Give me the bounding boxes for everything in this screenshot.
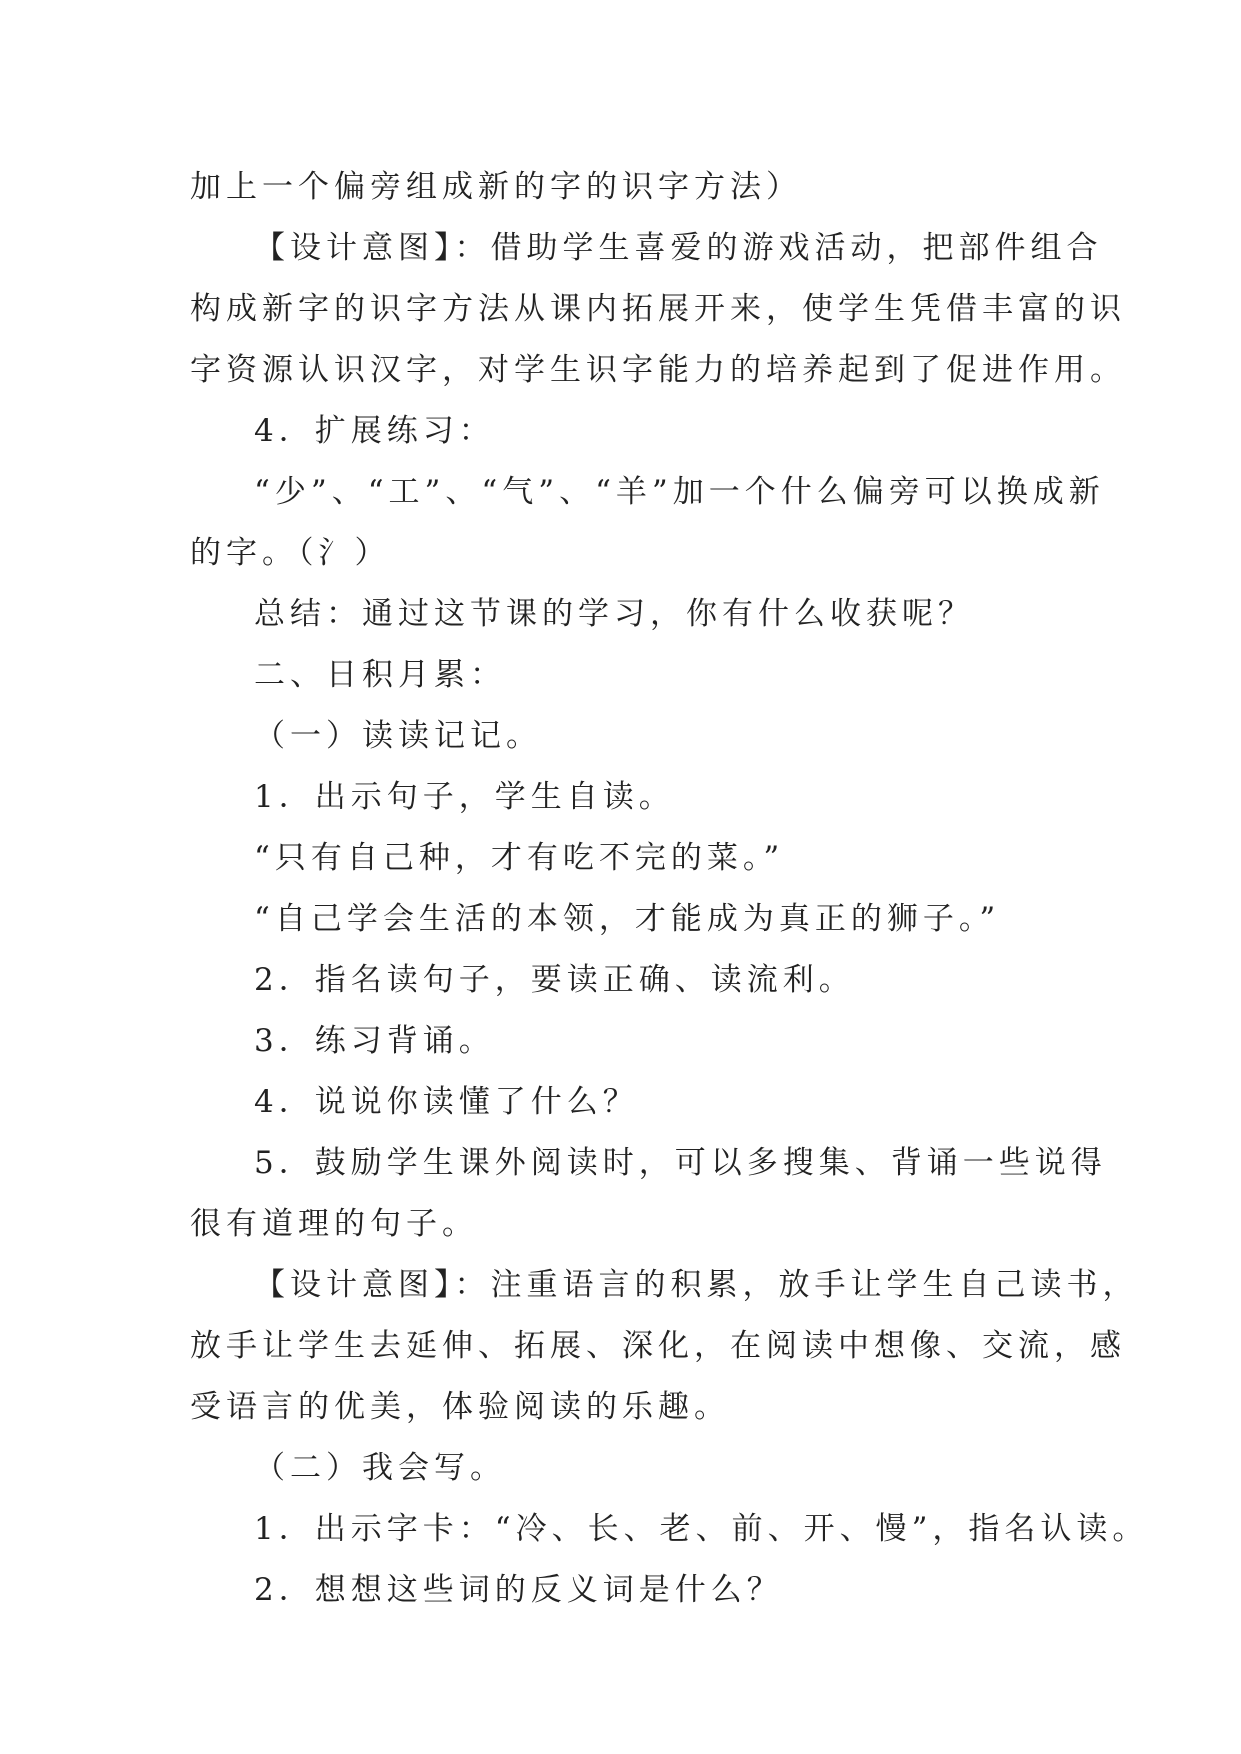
document-body (190, 157, 1149, 1621)
text-line-3: 构成新字的识字方法从课内拓展开来，使学生凭借丰富的识 (190, 291, 1126, 327)
text-line-21: 受语言的优美，体验阅读的乐趣。 (190, 1389, 730, 1425)
text-line-9: 二、日积月累： (254, 657, 506, 693)
text-line-11: 1．出示句子，学生自读。 (254, 779, 675, 815)
text-line-20: 放手让学生去延伸、拓展、深化，在阅读中想像、交流，感 (190, 1328, 1126, 1364)
text-line-6: “少”、“工”、“气”、“羊”加一个什么偏旁可以换成新 (254, 474, 1105, 510)
text-line-16: 4．说说你读懂了什么？ (254, 1084, 639, 1120)
text-line-12: “只有自己种，才有吃不完的菜。” (254, 840, 785, 876)
text-line-15: 3．练习背诵。 (254, 1023, 495, 1059)
text-line-22: （二）我会写。 (254, 1450, 506, 1486)
text-line-2: 【设计意图】：借助学生喜爱的游戏活动，把部件组合 (254, 230, 1103, 266)
text-line-4: 字资源认识汉字，对学生识字能力的培养起到了促进作用。 (190, 352, 1126, 388)
text-line-10: （一）读读记记。 (254, 718, 542, 754)
text-line-13: “自己学会生活的本领，才能成为真正的狮子。” (254, 901, 1001, 937)
text-line-24: 2．想想这些词的反义词是什么？ (254, 1572, 783, 1608)
text-line-23: 1．出示字卡：“冷、长、老、前、开、慢”，指名认读。 (254, 1511, 1149, 1547)
text-line-7: 的字。（氵） (190, 535, 391, 571)
text-line-1: 加上一个偏旁组成新的字的识字方法） (190, 169, 802, 205)
text-line-14: 2．指名读句子，要读正确、读流利。 (254, 962, 855, 998)
text-line-19: 【设计意图】：注重语言的积累，放手让学生自己读书， (254, 1267, 1139, 1303)
text-line-5: 4．扩展练习： (254, 413, 495, 449)
text-line-8: 总结：通过这节课的学习，你有什么收获呢？ (254, 596, 974, 632)
text-line-17: 5．鼓励学生课外阅读时，可以多搜集、背诵一些说得 (254, 1145, 1107, 1181)
text-line-18: 很有道理的句子。 (190, 1206, 478, 1242)
